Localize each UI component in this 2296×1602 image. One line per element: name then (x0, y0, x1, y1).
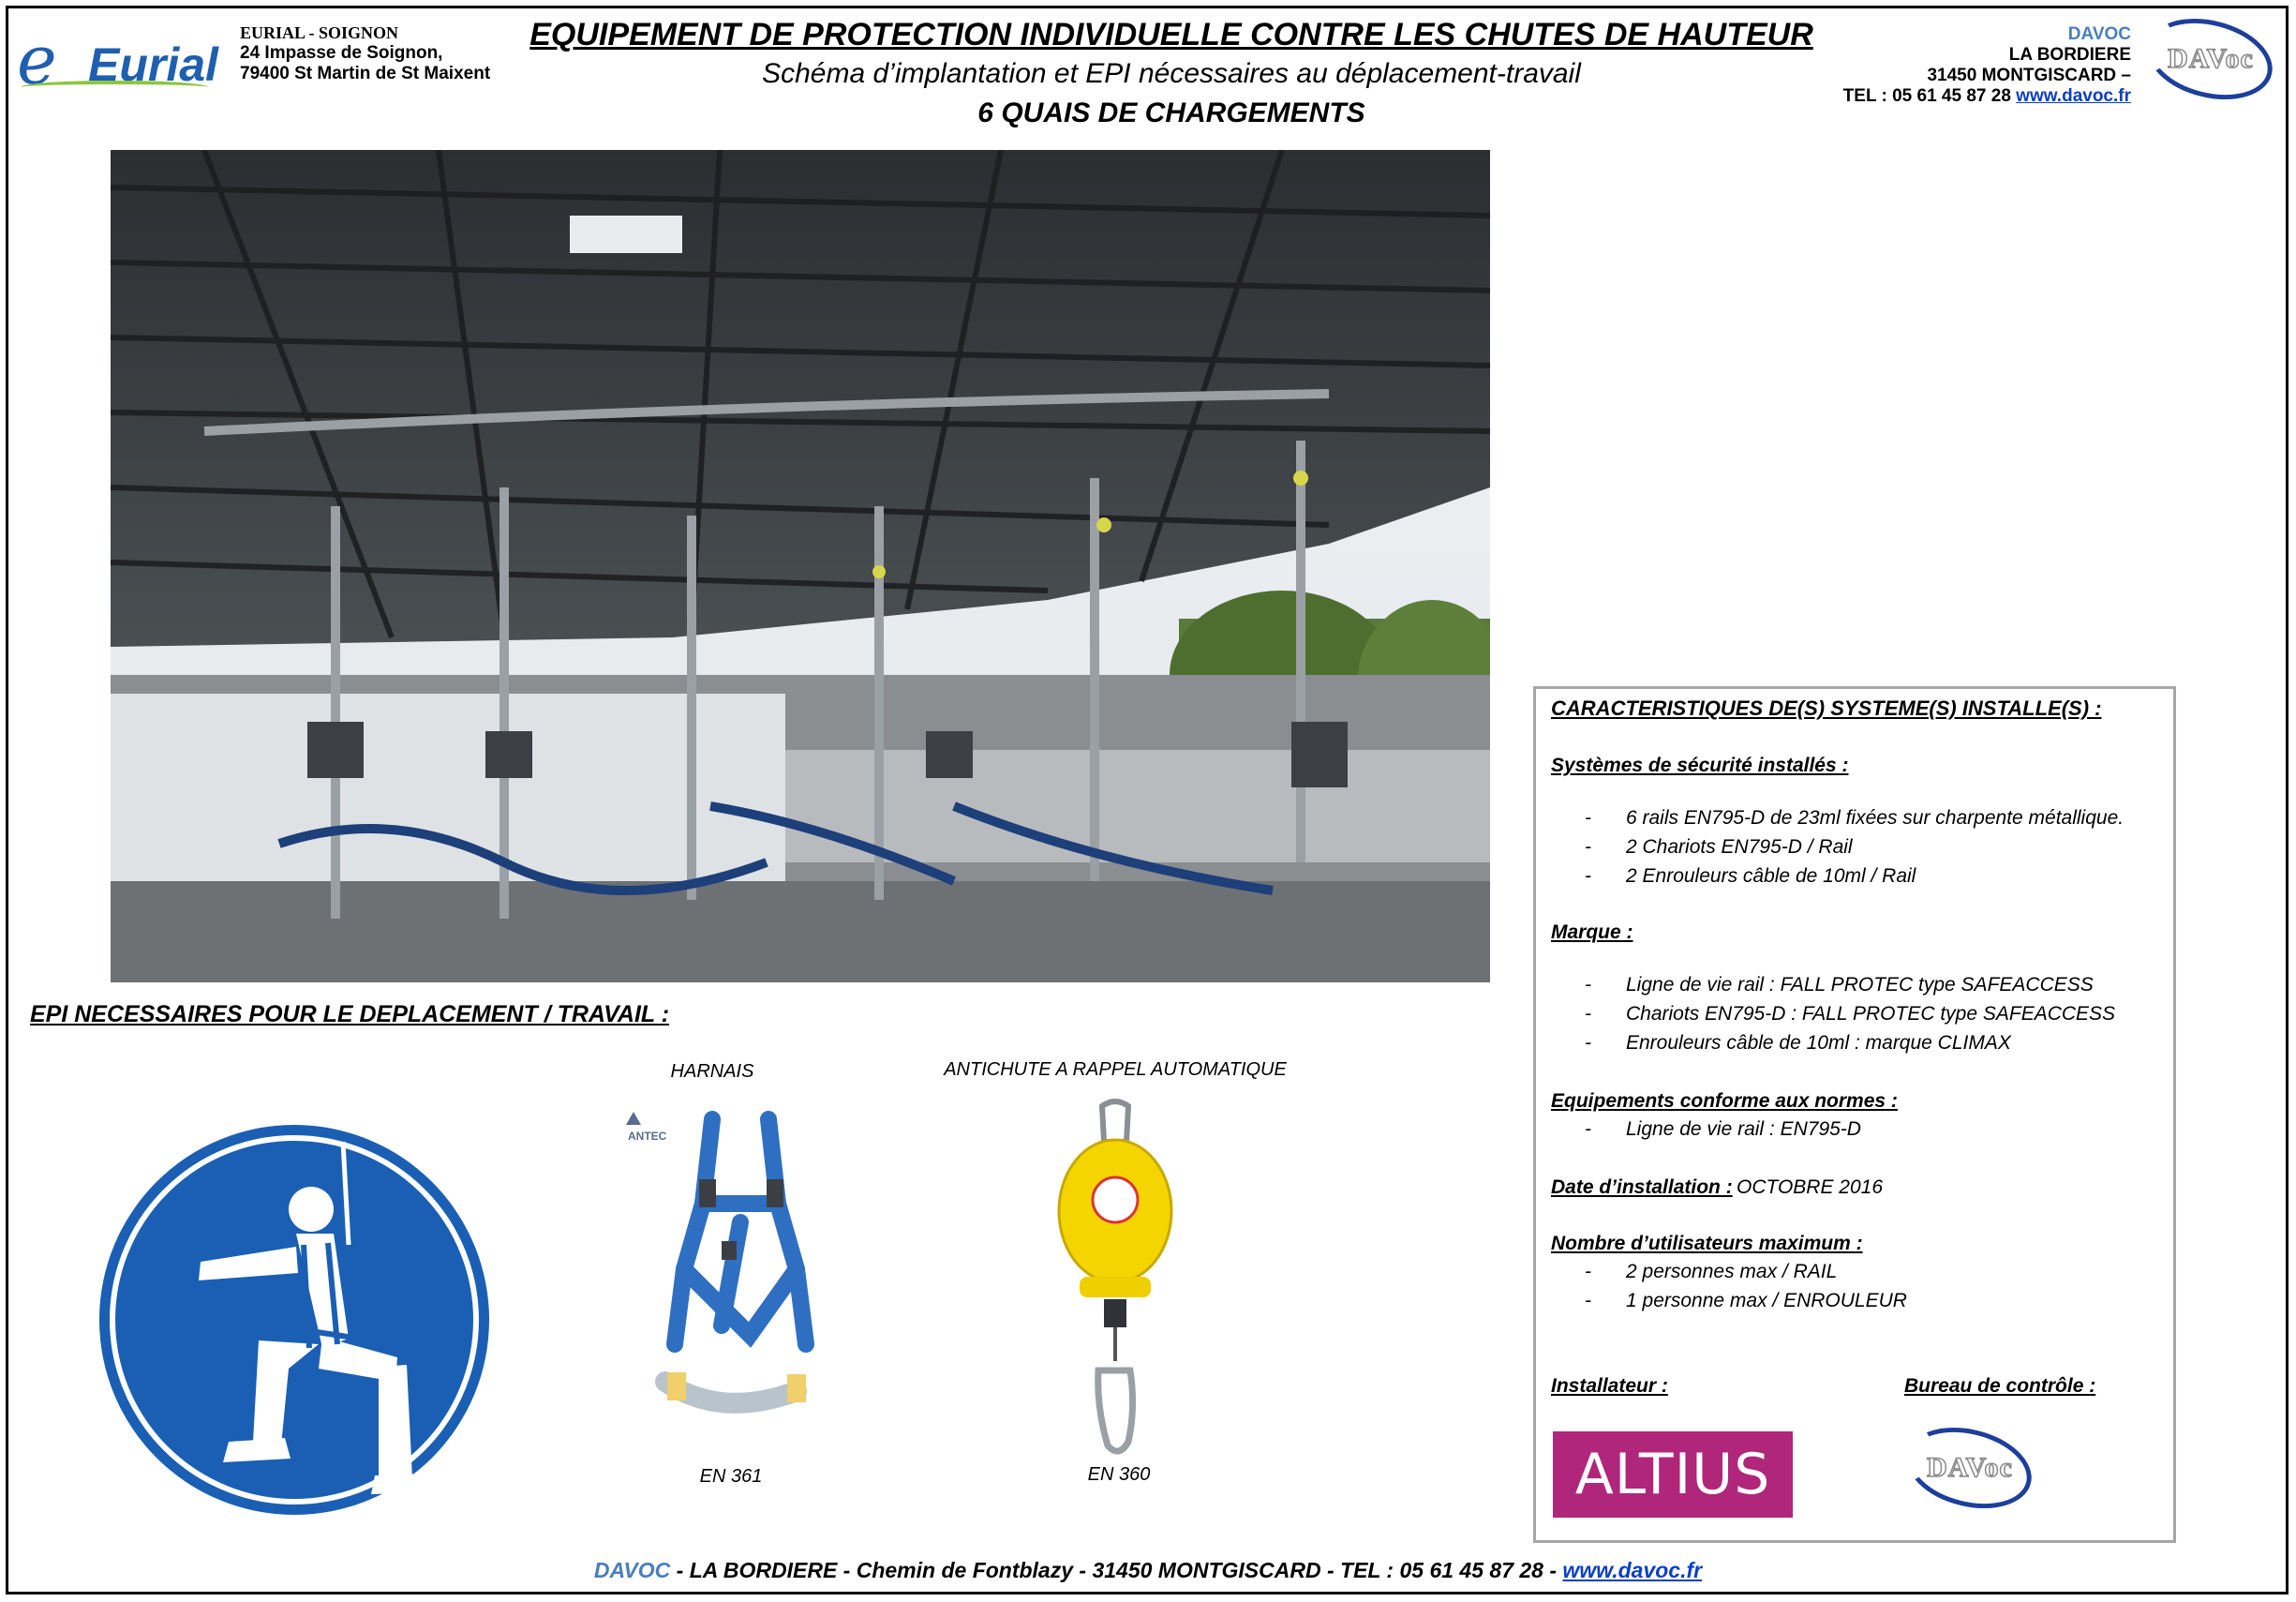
davoc-name: DAVOC (2067, 24, 2131, 44)
list-item: - Chariots EN795-D : FALL PROTEC type SAFEACCESS (1585, 1003, 2116, 1025)
list-item: - Enrouleurs câble de 10ml : marque CLIMAX (1585, 1032, 2011, 1054)
brand-title: Marque : (1551, 921, 1633, 943)
harness-image (609, 1100, 843, 1457)
davoc-logo-header (2146, 21, 2277, 101)
list-item: - 6 rails EN795-D de 23ml fixées sur charpente métallique. (1585, 807, 2125, 829)
harness-mandatory-sign-icon (97, 1123, 491, 1517)
altius-logo (1553, 1431, 1793, 1518)
client-address (240, 22, 490, 84)
davoc-logo-text: DAVoc (2168, 43, 2254, 74)
control-office-title: Bureau de contrôle : (1904, 1375, 2096, 1397)
installer-title: Installateur : (1551, 1375, 1668, 1397)
davoc-line2: 31450 MONTGISCARD – (1927, 66, 2131, 85)
users-title: Nombre d’utilisateurs maximum : (1551, 1233, 1863, 1254)
page-title: EQUIPEMENT DE PROTECTION INDIVIDUELLE CONTRE LES CHUTES DE HAUTEUR (529, 17, 1813, 52)
footer-text: - LA BORDIERE - Chemin de Fontblazy - 31450 MONTGISCARD - TEL : 05 61 45 87 28 - (670, 1558, 1563, 1582)
antichute-image (1050, 1099, 1181, 1464)
davoc-contact (1843, 24, 2131, 107)
antichute-norm: EN 360 (1087, 1464, 1151, 1485)
client-name: EURIAL - SOIGNON (240, 23, 399, 42)
page-subtitle-quais: 6 QUAIS DE CHARGEMENTS (977, 97, 1365, 128)
antec-logo-text: ANTEC (628, 1130, 667, 1143)
davoc-link[interactable]: www.davoc.fr (2016, 86, 2131, 106)
davoc-line1: LA BORDIERE (2008, 45, 2131, 65)
norms-title: Equipements conforme aux normes : (1551, 1090, 1898, 1112)
loading-bays-photo (111, 150, 1490, 982)
footer-brand: DAVOC (593, 1558, 671, 1582)
harness-norm: EN 361 (699, 1466, 763, 1487)
date-title: Date d’installation : (1551, 1176, 1733, 1198)
list-item: - Ligne de vie rail : EN795-D (1585, 1118, 1861, 1140)
harness-label: HARNAIS (670, 1061, 754, 1082)
davoc-logo-text: DAVoc (1927, 1452, 2013, 1483)
systems-title: Systèmes de sécurité installés : (1551, 755, 1849, 776)
system-characteristics-panel (1533, 686, 2176, 1543)
list-item: - 2 Chariots EN795-D / Rail (1585, 836, 1853, 858)
eurial-logo-text: Eurial (88, 38, 218, 91)
davoc-tel-line (1843, 86, 2131, 107)
list-item: - 2 Enrouleurs câble de 10ml / Rail (1585, 865, 1916, 887)
list-item: - 1 personne max / ENROULEUR (1585, 1290, 1907, 1311)
eurial-logo: e Eurial (17, 21, 218, 99)
altius-logo-text: ALTIUS (1574, 1442, 1771, 1507)
date-value: OCTOBRE 2016 (1737, 1176, 1884, 1198)
list-item: - 2 personnes max / RAIL (1585, 1261, 1838, 1282)
page-subtitle: Schéma d’implantation et EPI nécessaires au déplacement-travail (762, 58, 1581, 89)
characteristics-title: CARACTERISTIQUES DE(S) SYSTEME(S) INSTALLE(S) : (1551, 696, 2102, 720)
client-address-line1: 24 Impasse de Soignon, (240, 43, 443, 63)
client-address-line2: 79400 St Martin de St Maixent (240, 64, 491, 83)
list-item: - Ligne de vie rail : FALL PROTEC type SAFEACCESS (1585, 974, 2094, 996)
davoc-logo-control (1905, 1430, 2036, 1510)
davoc-tel: TEL : 05 61 45 87 28 (1842, 86, 2011, 106)
antichute-label: ANTICHUTE A RAPPEL AUTOMATIQUE (944, 1059, 1287, 1080)
page-footer (0, 1558, 2296, 1583)
footer-link[interactable]: www.davoc.fr (1562, 1558, 1703, 1582)
epi-section-title: EPI NECESSAIRES POUR LE DEPLACEMENT / TRAVAIL : (30, 1001, 670, 1027)
